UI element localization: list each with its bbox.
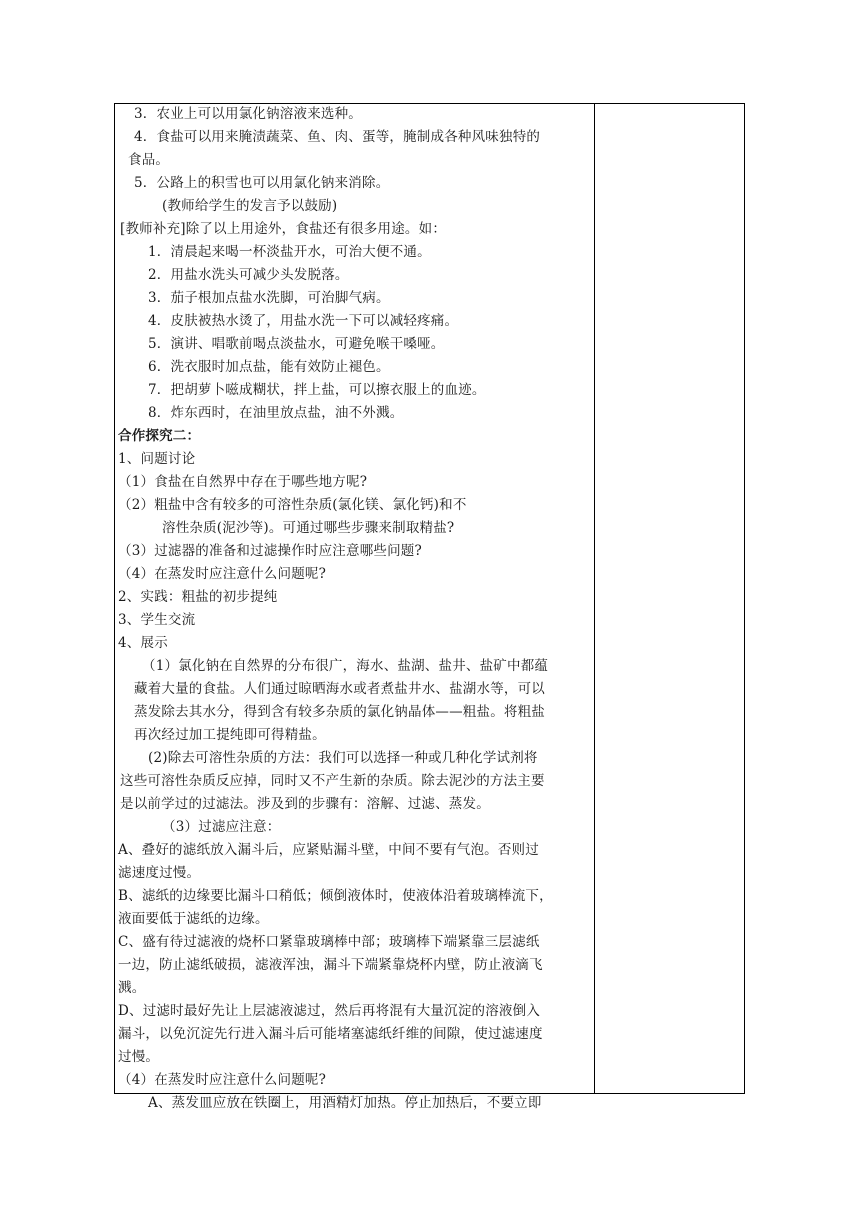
- text-line: 4、展示: [118, 635, 168, 651]
- text-line: 5．演讲、唱歌前喝点淡盐水，可避免喉干嗓哑。: [148, 336, 445, 352]
- text-line: 溅。: [118, 980, 146, 996]
- text-line: （4）在蒸发时应注意什么问题呢?: [118, 1072, 327, 1088]
- text-line: 3、学生交流: [118, 612, 196, 628]
- text-line: 8．炸东西时，在油里放点盐，油不外溅。: [148, 405, 404, 421]
- text-line: A、蒸发皿应放在铁圈上，用酒精灯加热。停止加热后，不要立即: [148, 1095, 542, 1111]
- text-line: [教师补充]除了以上用途外，食盐还有很多用途。如：: [120, 221, 447, 237]
- text-line: 溶性杂质(泥沙等)。可通过哪些步骤来制取精盐?: [162, 520, 455, 536]
- text-line: 2．用盐水洗头可减少头发脱落。: [148, 267, 349, 283]
- text-line: （2）粗盐中含有较多的可溶性杂质(氯化镁、氯化钙)和不: [118, 497, 467, 513]
- text-line: (2)除去可溶性杂质的方法：我们可以选择一种或几种化学试剂将: [148, 750, 538, 766]
- text-line: 6．洗衣服时加点盐，能有效防止褪色。: [148, 359, 390, 375]
- text-line: 2、实践：粗盐的初步提纯: [118, 589, 278, 605]
- text-line: 1．清晨起来喝一杯淡盐开水，可治大便不通。: [148, 244, 431, 260]
- text-line: 液面要低于滤纸的边缘。: [118, 911, 269, 927]
- text-line: 4．皮肤被热水烫了，用盐水洗一下可以减轻疼痛。: [148, 313, 459, 329]
- text-line: 3．农业上可以用氯化钠溶液来选种。: [134, 106, 362, 122]
- text-line: 4．食盐可以用来腌渍蔬菜、鱼、肉、蛋等，腌制成各种风味独特的: [134, 129, 541, 145]
- text-line: 蒸发除去其水分，得到含有较多杂质的氯化钠晶体——粗盐。将粗盐: [134, 704, 545, 720]
- text-line: （4）在蒸发时应注意什么问题呢?: [118, 566, 327, 582]
- text-line: （3）过滤应注意：: [162, 819, 281, 835]
- text-line: 7．把胡萝卜嗞成糊状，拌上盐，可以擦衣服上的血迹。: [148, 382, 486, 398]
- text-line: （3）过滤器的准备和过滤操作时应注意哪些问题?: [118, 543, 422, 559]
- text-line: 一边，防止滤纸破损，滤液浑浊，漏斗下端紧靠烧杯内壁，防止液滴飞: [118, 957, 543, 973]
- text-line: 是以前学过的过滤法。涉及到的步骤有：溶解、过滤、蒸发。: [120, 796, 490, 812]
- text-line: 滤速度过慢。: [118, 865, 201, 881]
- text-line: 藏着大量的食盐。人们通过晾晒海水或者煮盐井水、盐湖水等，可以: [134, 681, 545, 697]
- text-line: 食品。: [128, 152, 170, 168]
- text-line: D、过滤时最好先让上层滤液滤过，然后再将混有大量沉淀的溶液倒入: [118, 1003, 541, 1019]
- text-line: C、盛有待过滤液的烧杯口紧靠玻璃棒中部；玻璃棒下端紧靠三层滤纸: [118, 934, 540, 950]
- text-line: A、叠好的滤纸放入漏斗后，应紧贴漏斗壁，中间不要有气泡。否则过: [118, 842, 539, 858]
- text-line: 再次经过加工提纯即可得精盐。: [134, 727, 326, 743]
- text-line: (教师给学生的发言予以鼓励): [162, 198, 338, 214]
- text-line: （1）食盐在自然界中存在于哪些地方呢?: [118, 474, 368, 490]
- text-line: （1）氯化钠在自然界的分布很广，海水、盐湖、盐井、盐矿中都蕴: [142, 658, 549, 674]
- text-line: 过慢。: [118, 1049, 160, 1065]
- text-line: 5．公路上的积雪也可以用氯化钠来消除。: [134, 175, 390, 191]
- section-heading: 合作探究二：: [118, 428, 201, 444]
- text-line: 漏斗，以免沉淀先行进入漏斗后可能堵塞滤纸纤维的间隙，使过滤速度: [118, 1026, 543, 1042]
- text-line: B、滤纸的边缘要比漏斗口稍低；倾倒液体时，使液体沿着玻璃棒流下，: [118, 888, 553, 904]
- text-line: 3．茄子根加点盐水洗脚，可治脚气病。: [148, 290, 390, 306]
- text-line: 这些可溶性杂质反应掉，同时又不产生新的杂质。除去泥沙的方法主要: [120, 773, 545, 789]
- notes-column-cell: [595, 104, 744, 1093]
- text-line: 1、问题讨论: [118, 451, 196, 467]
